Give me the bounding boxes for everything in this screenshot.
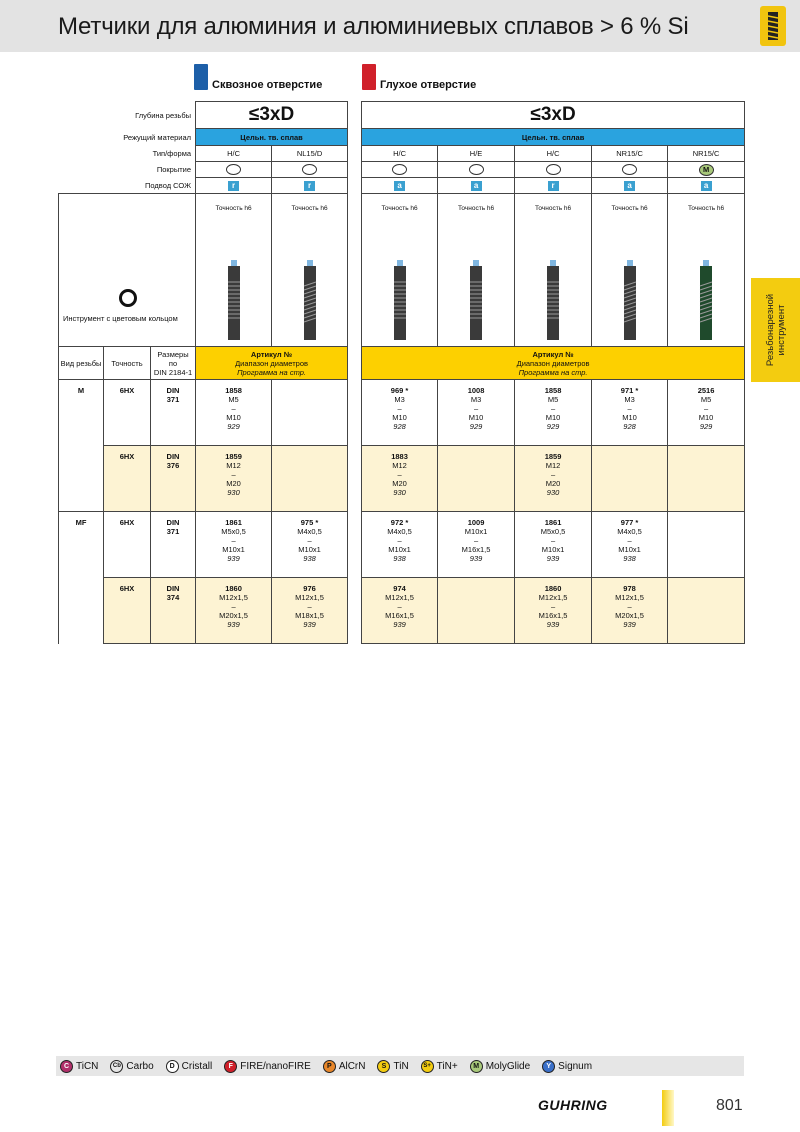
program-page: 939 (303, 620, 316, 629)
article-number: 972 * (390, 518, 409, 527)
range-dash: – (627, 404, 632, 413)
range-dash: – (550, 536, 556, 545)
tool-image-cell (438, 194, 515, 347)
coolant-radial-icon: r (228, 181, 239, 191)
range-from: M12x1,5 (538, 593, 568, 602)
range-from: M3 (470, 395, 482, 404)
article-cell[interactable] (592, 380, 668, 446)
range-to: M10x1 (388, 545, 411, 554)
range-dash: – (397, 536, 402, 545)
coating-badge-icon: S (377, 1060, 390, 1073)
coating-badge-icon: P (323, 1060, 336, 1073)
label-material: Режущий материал (123, 132, 192, 142)
article-header-through (196, 347, 348, 380)
legend-label: Cristall (181, 1060, 213, 1072)
article-number: 2516 (697, 386, 715, 395)
article-number: 975 * (300, 518, 319, 527)
coating-badge-icon: D (166, 1060, 179, 1073)
program-page: 939 (227, 554, 240, 563)
range-from: M12 (226, 461, 241, 470)
program-label: Программа на стр. (237, 367, 306, 377)
tap-logo-icon (760, 6, 786, 46)
label-type: Тип/форма (152, 149, 192, 158)
label-depth: Глубина резьбы (135, 110, 192, 120)
range-dash: – (627, 602, 632, 611)
accuracy-label: Точность h6 (291, 205, 328, 212)
range-to: M18x1,5 (295, 611, 324, 620)
coolant-axial-icon: a (394, 181, 405, 191)
article-cell (272, 380, 348, 446)
article-number: 1861 (225, 518, 242, 527)
article-cell[interactable] (362, 380, 438, 446)
din-cell (151, 512, 196, 578)
program-page: 939 (469, 554, 483, 563)
range-from: M5x0,5 (540, 527, 566, 536)
coating-badge-icon: S+ (421, 1060, 434, 1073)
article-cell[interactable] (196, 578, 272, 644)
side-tab-line2: инструмент (775, 304, 787, 356)
range-from: M3 (624, 395, 635, 404)
article-cell[interactable] (362, 578, 438, 644)
range-to: M16x1,5 (538, 611, 568, 620)
legend-item (323, 1060, 366, 1073)
tool-type: H/C (196, 146, 272, 162)
tool-type: NR15/C (592, 146, 668, 162)
article-number: 1858 (225, 386, 242, 395)
col-sizes-l3: DIN 2184-1 (153, 367, 193, 377)
range-dash: – (473, 536, 479, 545)
accuracy-label: Точность h6 (381, 205, 418, 212)
precision-cell: 6HX (104, 512, 151, 578)
legend-label: Carbo (126, 1060, 154, 1072)
range-dash: – (231, 602, 236, 611)
din-number: 371 (166, 527, 180, 536)
label-ring-tool: Инструмент с цветовым кольцом (63, 314, 178, 323)
tool-image-cell (668, 194, 745, 347)
article-number: 1858 (544, 386, 562, 395)
uncoated-icon (469, 164, 484, 175)
din-label: DIN (166, 386, 180, 395)
range-to: M16x1,5 (385, 611, 414, 620)
side-tab-threading[interactable] (751, 278, 800, 382)
side-tab-line1: Резьбонарезной (764, 293, 776, 367)
coolant-cell (668, 178, 745, 194)
program-page: 928 (393, 422, 406, 431)
tap-tool-icon (697, 260, 715, 340)
range-to: M10x1 (298, 545, 321, 554)
table-row (59, 578, 745, 644)
range-from: M3 (394, 395, 405, 404)
article-label: Артикул № (532, 349, 574, 359)
din-label: DIN (166, 584, 180, 593)
article-number: 1859 (544, 452, 562, 461)
precision-cell: 6HX (104, 446, 151, 512)
program-page: 938 (623, 554, 636, 563)
accuracy-label: Точность h6 (611, 205, 648, 212)
tool-type: NL15/D (272, 146, 348, 162)
range-from: M12x1,5 (385, 593, 414, 602)
coolant-axial-icon: a (624, 181, 635, 191)
tool-image-cell (272, 194, 348, 347)
col-sizes (151, 347, 196, 380)
col-thread-type: Вид резьбы (59, 347, 104, 380)
article-cell[interactable] (668, 380, 745, 446)
legend-label: MolyGlide (485, 1060, 531, 1072)
article-number: 1860 (544, 584, 562, 593)
range-dash: – (550, 470, 556, 479)
article-number: 1008 (467, 386, 485, 395)
range-from: M12x1,5 (219, 593, 248, 602)
range-dash: – (627, 536, 632, 545)
article-cell[interactable] (438, 512, 515, 578)
range-from: M5x0,5 (221, 527, 246, 536)
depth-blind: ≤3xD (362, 102, 745, 129)
din-cell (151, 446, 196, 512)
article-cell[interactable] (515, 446, 592, 512)
precision-cell: 6HX (104, 578, 151, 644)
thread-type-cell: MF (59, 512, 104, 578)
range-dash: – (397, 602, 402, 611)
range-dash: – (473, 404, 479, 413)
tool-type: H/C (362, 146, 438, 162)
legend-label: FIRE/nanoFIRE (240, 1060, 311, 1072)
article-number: 976 (303, 584, 316, 593)
article-cell[interactable] (515, 380, 592, 446)
din-number: 374 (166, 593, 180, 602)
range-to: M20x1,5 (219, 611, 248, 620)
legend-item (224, 1060, 311, 1073)
article-cell[interactable] (592, 512, 668, 578)
article-cell[interactable] (515, 578, 592, 644)
table-row (59, 512, 745, 578)
legend-label: Signum (558, 1060, 593, 1072)
coolant-axial-icon: a (471, 181, 482, 191)
range-label: Диапазон диаметров (235, 358, 308, 368)
range-dash: – (550, 602, 556, 611)
tool-type: NR15/C (668, 146, 745, 162)
coating-badge-icon: M (470, 1060, 483, 1073)
article-number: 1861 (544, 518, 562, 527)
tap-tool-icon (301, 260, 319, 340)
uncoated-icon (226, 164, 241, 175)
range-from: M5 (228, 395, 239, 404)
coolant-cell (362, 178, 438, 194)
depth-through: ≤3xD (196, 102, 348, 129)
article-number: 969 * (390, 386, 409, 395)
coolant-radial-icon: r (548, 181, 559, 191)
range-from: M4x0,5 (297, 527, 322, 536)
range-dash: – (231, 536, 236, 545)
program-page: 929 (699, 422, 713, 431)
range-from: M5 (547, 395, 559, 404)
range-from: M12x1,5 (295, 593, 324, 602)
program-label: Программа на стр. (518, 367, 588, 377)
range-dash: – (550, 404, 556, 413)
material-through: Цельн. тв. сплав (196, 129, 348, 146)
article-cell[interactable] (272, 578, 348, 644)
accuracy-label: Точность h6 (687, 205, 725, 212)
through-hole-icon (194, 64, 208, 90)
section-blind-label: Глухое отверстие (380, 79, 477, 91)
coating-badge-icon: Cb (110, 1060, 123, 1073)
range-from: M10x1 (464, 527, 488, 536)
coolant-cell (196, 178, 272, 194)
tap-selection-table (58, 101, 745, 644)
range-to: M10 (545, 413, 561, 422)
coating-legend (56, 1056, 744, 1076)
tap-tool-icon (391, 260, 409, 340)
program-page: 929 (469, 422, 483, 431)
din-label: DIN (166, 518, 180, 527)
range-dash: – (397, 470, 402, 479)
article-number: 1860 (225, 584, 242, 593)
article-cell (438, 578, 515, 644)
tap-tool-icon (467, 260, 485, 340)
range-to: M10x1 (541, 545, 565, 554)
tool-image-cell (196, 194, 272, 347)
range-to: M20 (545, 479, 561, 488)
article-cell (668, 578, 745, 644)
page-number: 801 (716, 1097, 743, 1114)
article-number: 971 * (620, 386, 639, 395)
coating-cell (362, 162, 438, 178)
blind-hole-icon (362, 64, 376, 90)
legend-item (110, 1060, 153, 1073)
din-number: 376 (166, 461, 180, 470)
range-to: M10x1 (222, 545, 245, 554)
coating-badge-icon: F (224, 1060, 237, 1073)
range-dash: – (307, 602, 312, 611)
range-to: M10 (622, 413, 637, 422)
program-page: 929 (227, 422, 240, 431)
legend-item (166, 1060, 213, 1073)
col-precision: Точность (104, 347, 151, 380)
article-cell[interactable] (272, 512, 348, 578)
tool-type: H/C (515, 146, 592, 162)
tool-image-cell (362, 194, 438, 347)
range-dash: – (703, 404, 709, 413)
coating-cell (515, 162, 592, 178)
page-title: Метчики для алюминия и алюминиевых сплавов > 6 % Si (58, 13, 689, 40)
article-number: 978 (623, 584, 636, 593)
program-page: 939 (546, 554, 560, 563)
article-cell[interactable] (515, 512, 592, 578)
program-page: 939 (393, 620, 406, 629)
col-sizes-l2: по (168, 358, 178, 368)
program-page: 930 (393, 488, 406, 497)
accuracy-label: Точность h6 (215, 205, 252, 212)
article-cell (668, 446, 745, 512)
coolant-axial-icon: a (701, 181, 712, 191)
coating-cell (438, 162, 515, 178)
program-page: 928 (623, 422, 636, 431)
din-cell (151, 380, 196, 446)
uncoated-icon (622, 164, 637, 175)
coating-badge-icon: C (60, 1060, 73, 1073)
coating-badge-icon: Y (542, 1060, 555, 1073)
program-page: 938 (393, 554, 406, 563)
color-ring-icon (119, 289, 137, 307)
range-to: M10x1 (618, 545, 641, 554)
article-cell (438, 446, 515, 512)
article-header-blind (362, 347, 745, 380)
coating-cell (668, 162, 745, 178)
section-through-label: Сквозное отверстие (212, 79, 323, 91)
range-to: M10 (226, 413, 241, 422)
coolant-cell (272, 178, 348, 194)
program-page: 930 (227, 488, 240, 497)
tap-tool-icon (621, 260, 639, 340)
brand-bar (662, 1090, 674, 1126)
thread-type-cell: M (59, 380, 104, 446)
range-from: M12 (392, 461, 407, 470)
tap-tool-icon (544, 260, 562, 340)
legend-item (60, 1060, 98, 1073)
din-label: DIN (166, 452, 180, 461)
tool-type: H/E (438, 146, 515, 162)
range-to: M10 (698, 413, 714, 422)
range-dash: – (397, 404, 402, 413)
coolant-radial-icon: r (304, 181, 315, 191)
program-page: 939 (623, 620, 636, 629)
accuracy-label: Точность h6 (457, 205, 495, 212)
ring-tool-cell (59, 194, 196, 347)
legend-item (470, 1060, 530, 1073)
din-cell (151, 578, 196, 644)
uncoated-icon (302, 164, 317, 175)
article-cell (272, 446, 348, 512)
thread-type-cell (59, 578, 104, 644)
legend-label: TiCN (76, 1060, 99, 1072)
program-page: 938 (303, 554, 316, 563)
coolant-cell (438, 178, 515, 194)
range-to: M20x1,5 (615, 611, 644, 620)
article-cell[interactable] (362, 512, 438, 578)
col-sizes-l1: Размеры (157, 349, 189, 359)
range-to: M16x1,5 (461, 545, 491, 554)
coating-cell (196, 162, 272, 178)
tap-tool-icon (225, 260, 243, 340)
range-from: M5 (700, 395, 712, 404)
brand-logo: GUHRING (538, 1097, 608, 1113)
article-cell (592, 446, 668, 512)
article-label: Артикул № (250, 349, 293, 359)
material-blind: Цельн. тв. сплав (362, 129, 745, 146)
precision-cell: 6HX (104, 380, 151, 446)
program-page: 939 (546, 620, 560, 629)
program-page: 929 (546, 422, 560, 431)
range-to: M10 (468, 413, 484, 422)
range-dash: – (231, 470, 236, 479)
table-row (59, 380, 745, 446)
article-number: 974 (393, 584, 406, 593)
article-number: 1883 (391, 452, 408, 461)
range-to: M10 (392, 413, 407, 422)
article-cell[interactable] (196, 380, 272, 446)
coolant-cell (515, 178, 592, 194)
program-page: 939 (227, 620, 240, 629)
coating-cell (592, 162, 668, 178)
range-to: M20 (226, 479, 241, 488)
legend-item (377, 1060, 408, 1073)
legend-label: AlCrN (338, 1060, 366, 1072)
uncoated-icon (392, 164, 407, 175)
program-page: 930 (546, 488, 560, 497)
legend-label: TiN (393, 1060, 409, 1072)
label-coolant: Подвод СОЖ (145, 180, 192, 190)
range-from: M12 (545, 461, 561, 470)
article-number: 977 * (620, 518, 639, 527)
accuracy-label: Точность h6 (534, 205, 572, 212)
uncoated-icon (546, 164, 561, 175)
coolant-cell (592, 178, 668, 194)
tool-image-cell (592, 194, 668, 347)
range-to: M20 (392, 479, 407, 488)
range-from: M4x0,5 (617, 527, 642, 536)
thread-type-cell (59, 446, 104, 512)
article-cell[interactable] (592, 578, 668, 644)
coating-cell (272, 162, 348, 178)
label-coating: Покрытие (156, 165, 192, 174)
article-cell[interactable] (362, 446, 438, 512)
table-row (59, 446, 745, 512)
article-cell[interactable] (438, 380, 515, 446)
tool-image-cell (515, 194, 592, 347)
article-cell (668, 512, 745, 578)
coating-molyglide-icon: M (699, 164, 714, 176)
range-dash: – (231, 404, 236, 413)
range-from: M4x0,5 (387, 527, 412, 536)
article-cell[interactable] (196, 446, 272, 512)
legend-label: TiN+ (436, 1060, 458, 1072)
range-label: Диапазон диаметров (516, 358, 590, 368)
legend-item (421, 1060, 458, 1073)
range-from: M12x1,5 (615, 593, 644, 602)
article-cell[interactable] (196, 512, 272, 578)
article-number: 1859 (225, 452, 242, 461)
range-dash: – (307, 536, 312, 545)
din-number: 371 (166, 395, 180, 404)
legend-item (542, 1060, 592, 1073)
article-number: 1009 (467, 518, 485, 527)
